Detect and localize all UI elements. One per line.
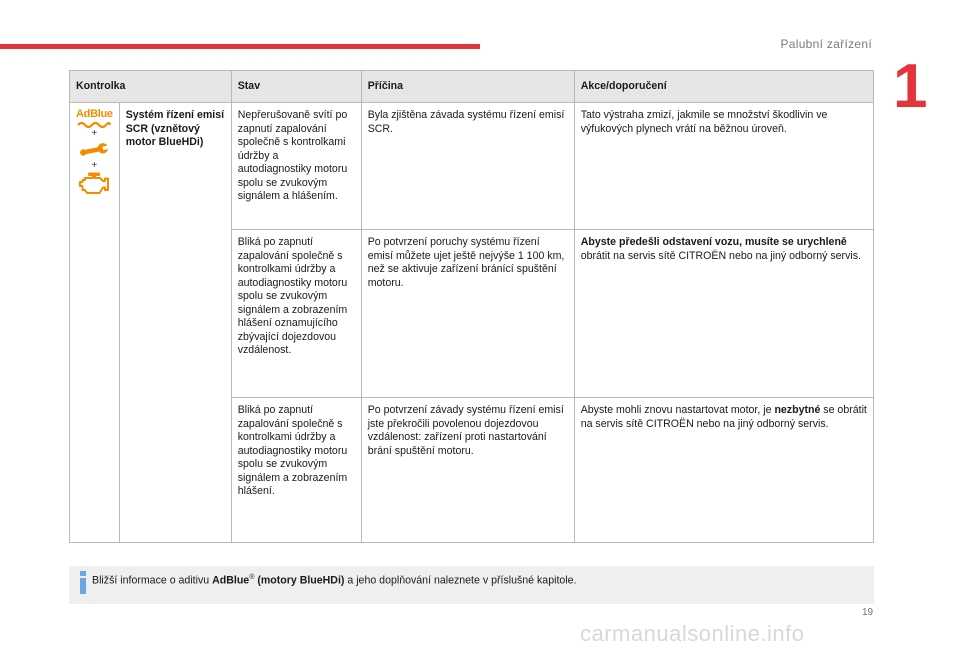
plus-sign: + <box>91 128 98 139</box>
table-header-row <box>70 71 874 103</box>
header-stav: Stav <box>231 71 361 103</box>
header-accent-bar <box>0 44 480 49</box>
wrench-icon <box>78 140 110 160</box>
akce-bold-text: nezbytné <box>774 404 821 416</box>
info-note <box>69 566 874 604</box>
pricina-cell: Byla zjištěna závada systému řízení emisí SCR. <box>361 103 574 230</box>
registered-mark: ® <box>249 574 255 581</box>
table-row <box>70 103 874 230</box>
info-text-before: Bližší informace o aditivu <box>92 574 213 587</box>
info-text <box>92 574 576 587</box>
header-kontrolka: Kontrolka <box>70 71 232 103</box>
adblue-wave-icon <box>77 121 111 128</box>
info-bold-engines: (motory BlueHDi) <box>254 574 345 587</box>
pricina-cell: Po potvrzení poruchy systému řízení emisí můžete ujet ještě nejvýše 1 100 km, než se aktivuje zařízení bránící spuštění motoru. <box>361 230 574 398</box>
warning-lights-table <box>69 70 874 543</box>
adblue-icon: AdBlue <box>76 108 113 120</box>
warning-icons-cell <box>70 103 120 543</box>
header-akce: Akce/doporučení <box>574 71 873 103</box>
stav-cell: Nepřerušovaně svítí po zapnutí zapalování společně s kontrolkami údržby a autodiagnostiky motoru spolu se zvukovým signálem a hlášením. <box>231 103 361 230</box>
akce-text: Tato výstraha zmizí, jakmile se množství škodlivin ve výfukových plynech vrátí na běžnou úroveň. <box>580 109 828 135</box>
info-icon <box>79 571 87 595</box>
stav-cell: Bliká po zapnutí zapalování společně s kontrolkami údržby a autodiagnostiky motoru spolu se zvukovým signálem a zobrazením hlášení. <box>231 398 361 543</box>
akce-cell <box>574 103 873 230</box>
akce-bold-text: Abyste předešli odstavení vozu, musíte se urychleně <box>580 236 847 248</box>
header-pricina: Příčina <box>361 71 574 103</box>
akce-pre-text: Abyste mohli znovu nastartovat motor, je <box>580 404 775 416</box>
section-title: Palubní zařízení <box>780 37 872 51</box>
akce-cell <box>574 398 873 543</box>
info-bold-adblue: AdBlue <box>212 574 250 587</box>
watermark: carmanualsonline.info <box>580 621 805 646</box>
akce-text: se obrátit na servis sítě CITROËN nebo na jiný odborný servis. <box>580 404 867 430</box>
akce-cell <box>574 230 873 398</box>
akce-text: obrátit na servis sítě CITROËN nebo na jiný odborný servis. <box>580 249 861 262</box>
page-number: 19 <box>862 607 874 618</box>
info-text-after: a jeho doplňování naleznete v příslušné kapitole. <box>344 574 577 587</box>
pricina-cell: Po potvrzení závady systému řízení emisí jste překročili povolenou dojezdovou vzdálenost: zařízení proti nastartování brání spuštění motoru. <box>361 398 574 543</box>
system-name: Systém řízení emisí SCR (vznětový motor BlueHDi) <box>119 103 231 543</box>
engine-check-icon <box>78 172 110 196</box>
chapter-number: 1 <box>893 52 928 121</box>
stav-cell: Bliká po zapnutí zapalování společně s kontrolkami údržby a autodiagnostiky motoru spolu se zvukovým signálem a zobrazením hlášení oznamujícího zbývající dojezdovou vzdálenost. <box>231 230 361 398</box>
plus-sign: + <box>91 160 98 171</box>
